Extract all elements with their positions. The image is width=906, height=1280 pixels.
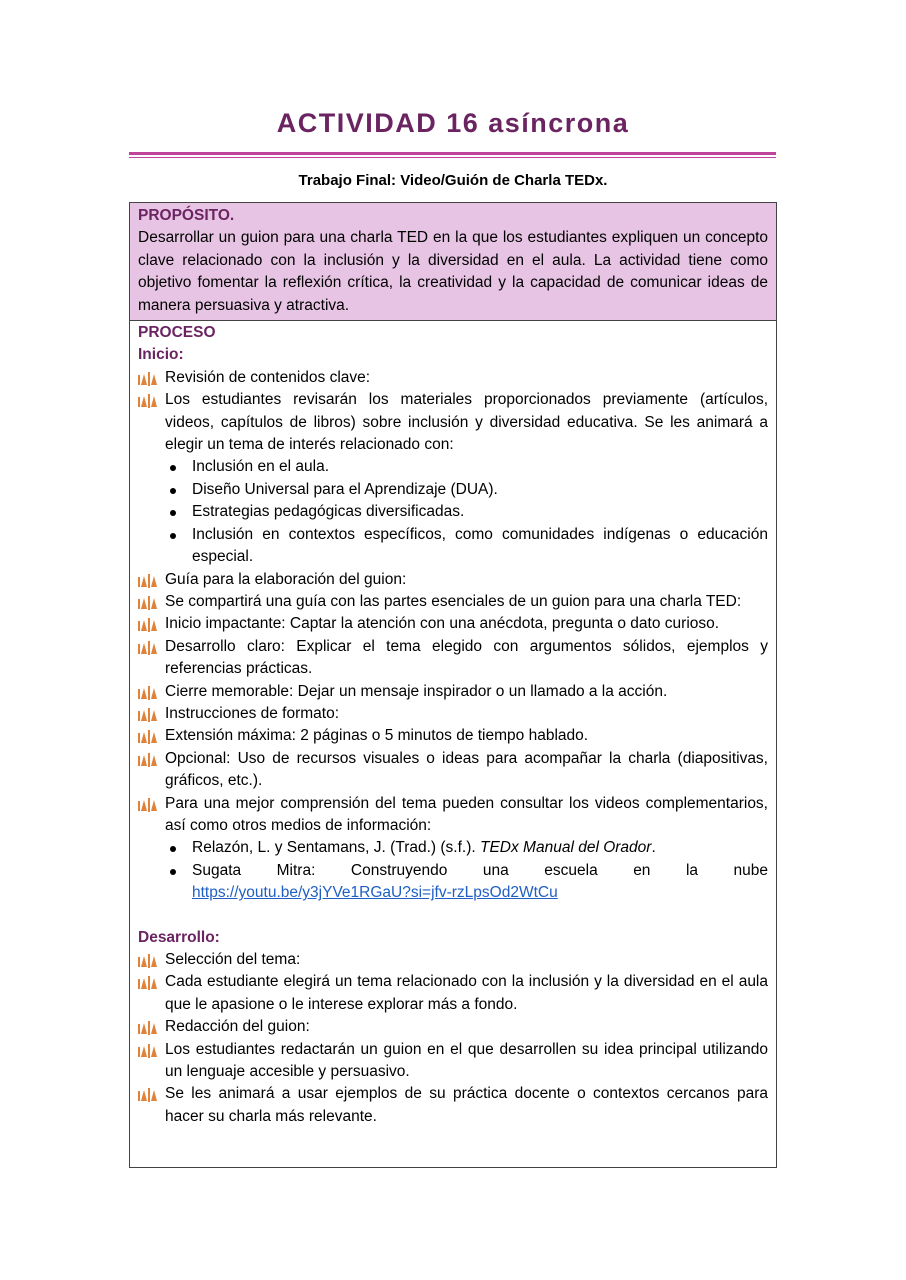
list-item [138,591,768,613]
arrow-bullet-icon [138,975,159,989]
title-rule-thin [129,157,776,158]
list-item [138,636,768,681]
bullet-text: Estrategias pedagógicas diversificadas. [192,503,465,521]
process-section [130,321,776,1128]
list-item-text: Redacción del guion: [165,1018,310,1036]
list-item [138,1039,768,1084]
list-item [138,725,768,747]
bullet-item [138,524,768,569]
reference-1-title: TEDx Manual del Orador [480,839,652,857]
arrow-bullet-icon [138,1087,159,1101]
reference-1-suffix: . [651,839,656,857]
list-item-text: Se compartirá una guía con las partes esenciales de un guion para una charla TED: [165,592,742,610]
list-item-text: Cada estudiante elegirá un tema relacionado con la inclusión y la diversidad en el aula que le apasione o le interese explorar más a fondo. [165,973,768,1013]
bullet-text: Inclusión en el aula. [192,458,330,476]
list-item-text: Desarrollo claro: Explicar el tema elegido con argumentos sólidos, ejemplos y referencias prácticas. [165,637,768,678]
bullet-dot [170,488,176,494]
reference-item [138,837,768,859]
arrow-bullet-icon [138,797,159,811]
list-item-text: Extensión máxima: 2 páginas o 5 minutos de tiempo hablado. [165,727,589,745]
list-item-text: Para una mejor comprensión del tema pueden consultar los videos complementarios, así como otros medios de información: [165,794,768,834]
process-heading: PROCESO [138,324,216,342]
list-item [138,389,768,456]
page-subtitle: Trabajo Final: Video/Guión de Charla TEDx. [298,172,608,189]
inicio-list [138,367,768,457]
list-item-text: Opcional: Uso de recursos visuales o ideas para acompañar la charla (diapositivas, gráficos, etc.). [165,749,768,790]
purpose-heading: PROPÓSITO. [138,207,235,224]
list-item [138,569,768,591]
list-item [138,971,768,1016]
arrow-bullet-icon [138,685,159,699]
bullet-text: Diseño Universal para el Aprendizaje (DUA). [192,480,498,498]
purpose-text: Desarrollar un guion para una charla TED en la que los estudiantes expliquen un concepto clave relacionado con la inclusión y la diversidad en el aula. La actividad tiene como objetivo fomentar la reflexión crítica, la creatividad y la capacidad de comunicar ideas de manera persuasiva y atractiva. [138,229,768,314]
list-item [138,748,768,793]
arrow-bullet-icon [138,595,159,609]
bullet-item [138,501,768,523]
arrow-bullet-icon [138,573,159,587]
arrow-bullet-icon [138,752,159,766]
desarrollo-list [138,949,768,1128]
activity-table [129,202,777,1168]
list-item [138,793,768,838]
bullet-dot [170,465,176,471]
reference-item [138,860,768,905]
list-item-text: Selección del tema: [165,951,301,968]
list-item [138,1016,768,1038]
purpose-section [130,203,776,321]
arrow-bullet-icon [138,707,159,721]
list-item [138,613,768,635]
arrow-bullet-icon [138,371,159,385]
title-rule [129,152,776,155]
bullet-item [138,479,768,501]
reference-2-text: Sugata Mitra: Construyendo una escuela en la nube [192,861,768,879]
guide-list [138,569,768,838]
list-item [138,681,768,703]
list-item-text: Revisión de contenidos clave: [165,368,371,386]
page-title: ACTIVIDAD 16 asíncrona [276,108,630,138]
list-item-text: Guía para la elaboración del guion: [165,570,407,588]
arrow-bullet-icon [138,953,159,967]
inicio-heading: Inicio: [138,346,184,364]
list-item-text: Cierre memorable: Dejar un mensaje inspirador o un llamado a la acción. [165,682,668,700]
list-item [138,1083,768,1128]
arrow-bullet-icon [138,1043,159,1057]
arrow-bullet-icon [138,617,159,631]
list-item [138,949,768,971]
bullet-dot [170,869,176,875]
bullet-dot [170,510,176,516]
list-item [138,703,768,725]
reference-1-text: Relazón, L. y Sentamans, J. (Trad.) (s.f.). [192,839,480,857]
list-item-text: Se les animará a usar ejemplos de su práctica docente o contextos cercanos para hacer su charla más relevante. [165,1085,768,1125]
list-item-text: Instrucciones de formato: [165,704,340,722]
arrow-bullet-icon [138,393,159,407]
arrow-bullet-icon [138,729,159,743]
reference-2-link[interactable]: https://youtu.be/y3jYVe1RGaU?si=jfv-rzLpsOd2WtCu [192,884,558,902]
list-item-text: Los estudiantes redactarán un guion en el que desarrollen su idea principal utilizando un lenguaje accesible y persuasivo. [165,1040,768,1081]
arrow-bullet-icon [138,640,159,654]
list-item-text: Inicio impactante: Captar la atención con una anécdota, pregunta o dato curioso. [165,615,720,633]
list-item-text: Los estudiantes revisarán los materiales proporcionados previamente (artículos, videos, capítulos de libros) sobre inclusión y diversidad educativa. Se les animará a elegir un tema de interés relacionado con: [165,391,768,454]
bullet-text: Inclusión en contextos específicos, como comunidades indígenas o educación especial. [192,525,768,566]
list-item [138,367,768,389]
bullet-dot [170,846,176,852]
inicio-bullet-list [138,456,768,568]
arrow-bullet-icon [138,1020,159,1034]
bullet-item [138,456,768,478]
bullet-dot [170,533,176,539]
desarrollo-heading: Desarrollo: [138,928,220,946]
spacer [138,905,768,927]
